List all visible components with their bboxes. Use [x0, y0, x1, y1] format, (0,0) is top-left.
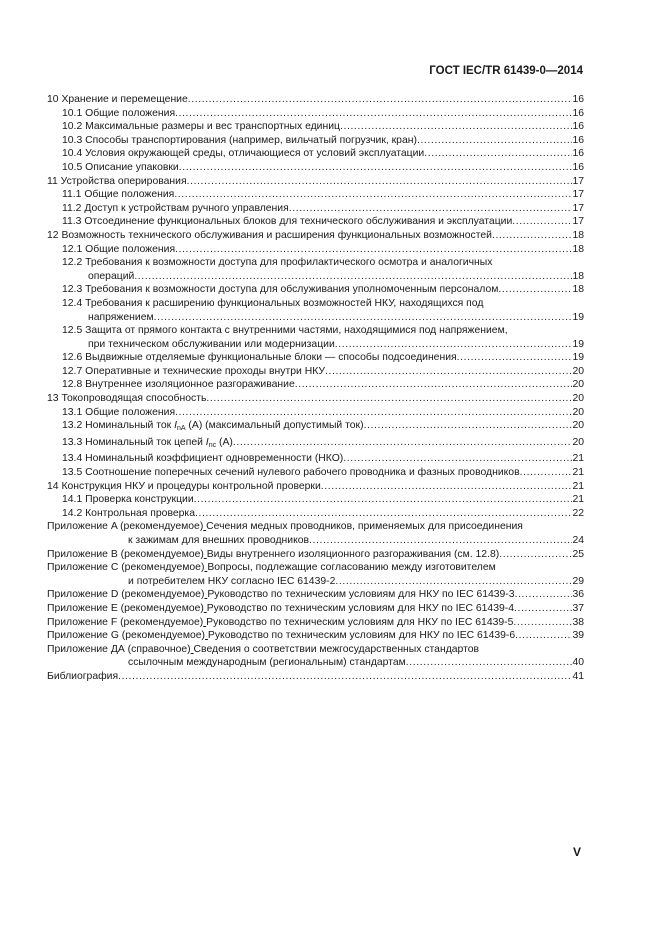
- dot-leader: [289, 202, 573, 216]
- current-subscript: nc: [208, 441, 217, 449]
- toc-line-continuation: [47, 338, 584, 352]
- toc-page-number: 19: [572, 311, 584, 323]
- toc-page-number: 17: [572, 175, 584, 187]
- toc-entry[interactable]: [47, 256, 584, 283]
- toc-line: [47, 134, 584, 148]
- toc-entry-title: [62, 351, 457, 365]
- toc-line: [47, 520, 584, 534]
- toc-page-number: 16: [572, 121, 584, 133]
- toc-page-number: 21: [572, 453, 584, 465]
- toc-title-text: 11.2 Доступ к устройствам ручного управления: [62, 202, 289, 214]
- toc-title-text: 10.1 Общие положения: [62, 107, 176, 119]
- toc-line: [47, 419, 584, 436]
- toc-entry-title: [62, 188, 174, 202]
- toc-entry-title: [62, 365, 325, 379]
- toc-line-continuation: [47, 534, 584, 548]
- toc-title-text: Руководство по техническим условиям для НКУ по IEC 61439-3: [207, 589, 515, 601]
- toc-page-number: 25: [572, 548, 584, 560]
- toc-page-number: 17: [572, 189, 584, 201]
- current-symbol: I: [174, 420, 177, 432]
- dot-leader: [194, 493, 573, 507]
- toc-entry-title: [62, 324, 508, 338]
- toc-entry-title: [47, 616, 513, 630]
- toc-line: [47, 188, 584, 202]
- current-symbol: I: [205, 436, 209, 448]
- dot-leader: [499, 548, 572, 562]
- toc-entry[interactable]: [47, 297, 584, 324]
- toc-title-text: 13.5 Соотношение поперечных сечений нулевого рабочего проводника и фазных проводников: [62, 467, 520, 479]
- dot-leader: [118, 670, 572, 684]
- toc-entry-title: [47, 561, 496, 575]
- toc-page-number: 41: [572, 670, 584, 682]
- toc-entry[interactable]: [47, 406, 584, 420]
- appendix-label: Приложение F (рекомендуемое): [47, 616, 204, 628]
- toc-line: [47, 466, 584, 480]
- dot-leader: [309, 534, 572, 548]
- toc-line: [47, 365, 584, 379]
- dot-leader: [335, 338, 573, 352]
- toc-title-text: 13.1 Общие положения: [62, 406, 176, 418]
- toc-entry[interactable]: [47, 134, 584, 148]
- toc-page-number: 21: [572, 467, 584, 479]
- appendix-label: Приложение A (рекомендуемое): [47, 521, 204, 533]
- toc-entry[interactable]: [47, 588, 584, 602]
- dot-leader: [512, 215, 572, 229]
- toc-entry-title: [62, 147, 424, 161]
- toc-entry-title: [62, 466, 520, 480]
- toc-entry-title: [62, 215, 512, 229]
- appendix-label: Приложение E (рекомендуемое): [47, 602, 204, 614]
- toc-entry[interactable]: [47, 629, 584, 643]
- toc-title-text: Вопросы, подлежащие согласованию между изготовителем: [207, 562, 496, 574]
- toc-page-number: 22: [572, 507, 584, 519]
- toc-entry[interactable]: [47, 188, 584, 202]
- toc-entry-title: [47, 670, 118, 684]
- toc-line: [47, 283, 584, 297]
- toc-line: [47, 215, 584, 229]
- toc-line: [47, 147, 584, 161]
- toc-title-text: 11.1 Общие положения: [62, 189, 175, 201]
- toc-entry-title: [47, 643, 479, 657]
- toc-entry[interactable]: [47, 175, 584, 189]
- toc-entry-title: [62, 120, 340, 134]
- toc-title-text: 12.5 Защита от прямого контакта с внутренними частями, находящимися под напряжением,: [62, 325, 508, 337]
- toc-title-text: Виды внутреннего изоляционного разгораживания (см. 12.8): [206, 548, 500, 560]
- toc-title-text: Библиография: [47, 670, 119, 682]
- toc-entry-title: [47, 175, 187, 189]
- toc-entry[interactable]: [47, 161, 584, 175]
- toc-entry-title: [47, 229, 492, 243]
- appendix-label: Приложение ДА (справочное): [47, 643, 191, 655]
- toc-page-number: 16: [572, 148, 584, 160]
- toc-line: [47, 548, 584, 562]
- toc-title-text: Сечения медных проводников, применяемых для присоединения: [206, 521, 523, 533]
- toc-page-number: 29: [572, 575, 584, 587]
- dot-leader: [417, 134, 572, 148]
- toc-entry-title: [62, 493, 194, 507]
- toc-line: [47, 378, 584, 392]
- toc-line: [47, 107, 584, 121]
- toc-entry-title: [62, 507, 195, 521]
- dot-leader: [364, 419, 573, 436]
- dot-leader: [513, 616, 572, 630]
- toc-line: [47, 452, 584, 466]
- dot-leader: [498, 283, 572, 297]
- toc-title-text: 12 Возможность технического обслуживания и расширения функциональных возможностей: [47, 229, 492, 241]
- toc-entry-title: [47, 588, 515, 602]
- dot-leader: [195, 507, 572, 521]
- dot-leader: [424, 147, 572, 161]
- toc-line: [47, 406, 584, 420]
- toc-title-text: 11.3 Отсоединение функциональных блоков для технического обслуживания и эксплуатации: [62, 216, 513, 228]
- toc-page-number: 16: [572, 94, 584, 105]
- toc-line: [47, 202, 584, 216]
- toc-line: [47, 243, 584, 257]
- toc-entry[interactable]: [47, 229, 584, 243]
- toc-line: [47, 161, 584, 175]
- toc-entry-title: [62, 107, 175, 121]
- appendix-label: Приложение C (рекомендуемое): [47, 562, 205, 574]
- dot-leader: [321, 480, 573, 494]
- toc-entry[interactable]: [47, 93, 584, 107]
- toc-title-text: 12.1 Общие положения: [62, 243, 176, 255]
- toc-page-number: 36: [572, 589, 584, 601]
- toc-title-text: 14 Конструкция НКУ и процедуры контрольной проверки: [47, 480, 321, 492]
- toc-page-number: 17: [572, 202, 584, 214]
- toc-line: [47, 256, 584, 270]
- toc-line: [47, 175, 584, 189]
- dot-leader: [514, 602, 572, 616]
- toc-line: [47, 392, 584, 406]
- toc-entry[interactable]: [47, 283, 584, 297]
- toc-title-text: 13.3 Номинальный ток цепей: [62, 436, 206, 448]
- dot-leader: [174, 188, 572, 202]
- toc-entry[interactable]: [47, 436, 584, 453]
- toc-entry[interactable]: [47, 147, 584, 161]
- toc-title-continuation: напряжением: [88, 311, 154, 323]
- toc-page-number: 20: [572, 379, 584, 391]
- toc-title-text: 13.2 Номинальный ток: [62, 420, 175, 432]
- toc-line-continuation: [47, 270, 584, 284]
- toc-entry-title: [62, 243, 175, 257]
- toc-title-continuation: ссылочным международным (региональным) стандартам: [128, 657, 406, 669]
- dot-leader: [325, 365, 572, 379]
- toc-entry-title: [47, 629, 515, 643]
- appendix-label: Приложение D (рекомендуемое): [47, 589, 205, 601]
- toc-entry[interactable]: [47, 120, 584, 134]
- page-number: V: [573, 845, 582, 859]
- dot-leader: [134, 270, 572, 284]
- toc-line: [47, 120, 584, 134]
- toc-entry-title: [47, 480, 321, 494]
- dot-leader: [175, 406, 572, 420]
- dot-leader: [187, 175, 573, 189]
- toc-line: [47, 643, 584, 657]
- toc-title-text: 14.1 Проверка конструкции: [62, 494, 194, 506]
- dot-leader: [515, 588, 573, 602]
- toc-page-number: 38: [572, 616, 584, 628]
- toc-title-text: 13 Токопроводящая способность: [47, 393, 207, 405]
- toc-entry[interactable]: [47, 561, 584, 588]
- toc-entry[interactable]: [47, 419, 584, 436]
- toc-line: [47, 629, 584, 643]
- toc-line-continuation: [47, 311, 584, 325]
- toc-entry[interactable]: [47, 392, 584, 406]
- toc-title-text: 12.6 Выдвижные отделяемые функциональные блоки — способы подсоединения: [62, 352, 457, 364]
- toc-entry[interactable]: [47, 507, 584, 521]
- toc-title-text: 12.4 Требования к расширению функциональных возможностей НКУ, находящихся под: [62, 297, 484, 309]
- toc-entry-title: [62, 452, 343, 466]
- toc-entry[interactable]: [47, 493, 584, 507]
- toc-entry-title: [62, 378, 295, 392]
- toc-entry-title: [62, 436, 233, 453]
- current-subscript: nA: [176, 425, 186, 433]
- toc-page-number: 20: [572, 406, 584, 418]
- toc-line: [47, 229, 584, 243]
- dot-leader: [179, 161, 573, 175]
- dot-leader: [406, 656, 573, 670]
- toc-entry[interactable]: [47, 324, 584, 351]
- toc-entry-title: [62, 202, 289, 216]
- toc-page-number: 18: [572, 284, 584, 296]
- toc-entry-title: [47, 548, 499, 562]
- toc-entry-title: [47, 93, 188, 107]
- toc-line: [47, 588, 584, 602]
- dot-leader: [343, 452, 572, 466]
- dot-leader: [175, 243, 572, 257]
- toc-entry[interactable]: [47, 243, 584, 257]
- toc-line: [47, 670, 584, 684]
- toc-page-number: 18: [572, 243, 584, 255]
- toc-title-text-after: (А) (максимальный допустимый ток): [185, 420, 364, 432]
- toc-title-text: Руководство по техническим условиям для НКУ по IEC 61439-5: [206, 616, 514, 628]
- dot-leader: [188, 93, 573, 107]
- toc-page-number: 20: [572, 420, 584, 432]
- toc-page-number: 16: [572, 161, 584, 173]
- toc-line: [47, 93, 584, 107]
- toc-title-text: Руководство по техническим условиям для НКУ по IEC 61439-6: [207, 630, 516, 642]
- toc-title-text-after: (А): [216, 436, 233, 448]
- toc-page-number: 21: [572, 480, 584, 492]
- toc-page-number: 19: [572, 352, 584, 364]
- toc-title-text: Руководство по техническим условиям для НКУ по IEC 61439-4: [206, 602, 514, 614]
- toc-page-number: 37: [572, 602, 584, 614]
- toc-page-number: 24: [572, 535, 584, 546]
- dot-leader: [492, 229, 572, 243]
- toc-page-number: 16: [572, 134, 584, 146]
- toc-page-number: 20: [572, 365, 584, 377]
- toc-entry-title: [62, 134, 417, 148]
- toc-entry[interactable]: [47, 670, 584, 684]
- dot-leader: [520, 466, 573, 480]
- toc-line: [47, 324, 584, 338]
- toc-line: [47, 480, 584, 494]
- dot-leader: [206, 392, 572, 406]
- toc-line: [47, 616, 584, 630]
- toc-line: [47, 297, 584, 311]
- toc-entry[interactable]: [47, 452, 584, 466]
- toc-entry-title: [47, 392, 206, 406]
- dot-leader: [457, 351, 573, 365]
- appendix-label: Приложение B (рекомендуемое): [47, 548, 204, 560]
- toc-entry[interactable]: [47, 602, 584, 616]
- toc-entry[interactable]: [47, 616, 584, 630]
- dot-leader: [175, 107, 572, 121]
- toc-title-text: 10 Хранение и перемещение: [47, 94, 188, 105]
- toc-title-text: Сведения о соответствии межгосударственных стандартов: [193, 643, 480, 655]
- toc-entry-title: [47, 520, 523, 534]
- toc-line: [47, 561, 584, 575]
- toc-title-text: 12.8 Внутреннее изоляционное разгораживание: [62, 379, 295, 391]
- toc-title-text: 14.2 Контрольная проверка: [62, 507, 195, 519]
- toc-entry[interactable]: [47, 643, 584, 670]
- toc-title-text: 11 Устройства оперирования: [47, 175, 187, 187]
- toc-title-text: 10.4 Условия окружающей среды, отличающиеся от условий эксплуатации: [62, 148, 425, 160]
- toc-entry[interactable]: [47, 215, 584, 229]
- toc-page-number: 40: [572, 657, 584, 669]
- toc-entry[interactable]: [47, 466, 584, 480]
- toc-entry[interactable]: [47, 548, 584, 562]
- toc-entry[interactable]: [47, 351, 584, 365]
- dot-leader: [295, 378, 573, 392]
- toc-page-number: 17: [572, 216, 584, 228]
- toc-title-text: 10.3 Способы транспортирования (например, вильчатый погрузчик, кран): [62, 134, 417, 146]
- toc-title-continuation: и потребителем НКУ согласно IEC 61439-2: [128, 575, 336, 587]
- toc-entry[interactable]: [47, 202, 584, 216]
- toc-title-text: 10.5 Описание упаковки: [62, 161, 179, 173]
- toc-page-number: 21: [572, 494, 584, 506]
- toc-page-number: 19: [572, 338, 584, 350]
- toc-entry-title: [62, 256, 492, 270]
- toc-title-text: 12.3 Требования к возможности доступа для обслуживания уполномоченным персоналом: [62, 284, 499, 296]
- toc-entry-title: [62, 161, 179, 175]
- toc-line: [47, 602, 584, 616]
- toc-title-text: 12.2 Требования к возможности доступа для профилактического осмотра и аналогичных: [62, 257, 493, 269]
- toc-entry[interactable]: [47, 107, 584, 121]
- toc-entry-title: [62, 283, 498, 297]
- table-of-contents: [47, 93, 584, 684]
- toc-entry-title: [62, 406, 175, 420]
- appendix-label: Приложение G (рекомендуемое): [47, 630, 206, 642]
- toc-page-number: 39: [572, 630, 584, 642]
- toc-entry[interactable]: [47, 520, 584, 547]
- toc-line: [47, 507, 584, 521]
- toc-entry[interactable]: [47, 365, 584, 379]
- toc-page-number: 18: [572, 229, 584, 241]
- toc-title-continuation: при техническом обслуживании или модернизации: [88, 338, 335, 350]
- toc-title-continuation: операций: [88, 270, 135, 282]
- toc-line-continuation: [47, 656, 584, 670]
- document-header: ГОСТ IEC/TR 61439-0—2014: [429, 65, 583, 77]
- toc-title-text: 12.7 Оперативные и технические проходы внутри НКУ: [62, 365, 325, 377]
- dot-leader: [233, 436, 573, 453]
- toc-line: [47, 493, 584, 507]
- dot-leader: [154, 311, 573, 325]
- toc-entry[interactable]: [47, 378, 584, 392]
- toc-page-number: 16: [572, 107, 584, 119]
- toc-entry-title: [62, 297, 483, 311]
- dot-leader: [340, 120, 572, 134]
- toc-entry-title: [47, 602, 514, 616]
- toc-page-number: 20: [572, 436, 584, 448]
- toc-page-number: 18: [572, 270, 584, 282]
- dot-leader: [515, 629, 572, 643]
- toc-line: [47, 351, 584, 365]
- toc-entry-title: [62, 419, 364, 436]
- toc-entry[interactable]: [47, 480, 584, 494]
- toc-page-number: 20: [572, 393, 584, 405]
- toc-line-continuation: [47, 575, 584, 589]
- dot-leader: [335, 575, 572, 589]
- toc-title-text: 10.2 Максимальные размеры и вес транспортных единиц: [62, 121, 340, 133]
- toc-line: [47, 436, 584, 453]
- toc-title-text: 13.4 Номинальный коэффициент одновременности (НКО): [62, 453, 344, 465]
- toc-title-continuation: к зажимам для внешних проводников: [128, 535, 310, 546]
